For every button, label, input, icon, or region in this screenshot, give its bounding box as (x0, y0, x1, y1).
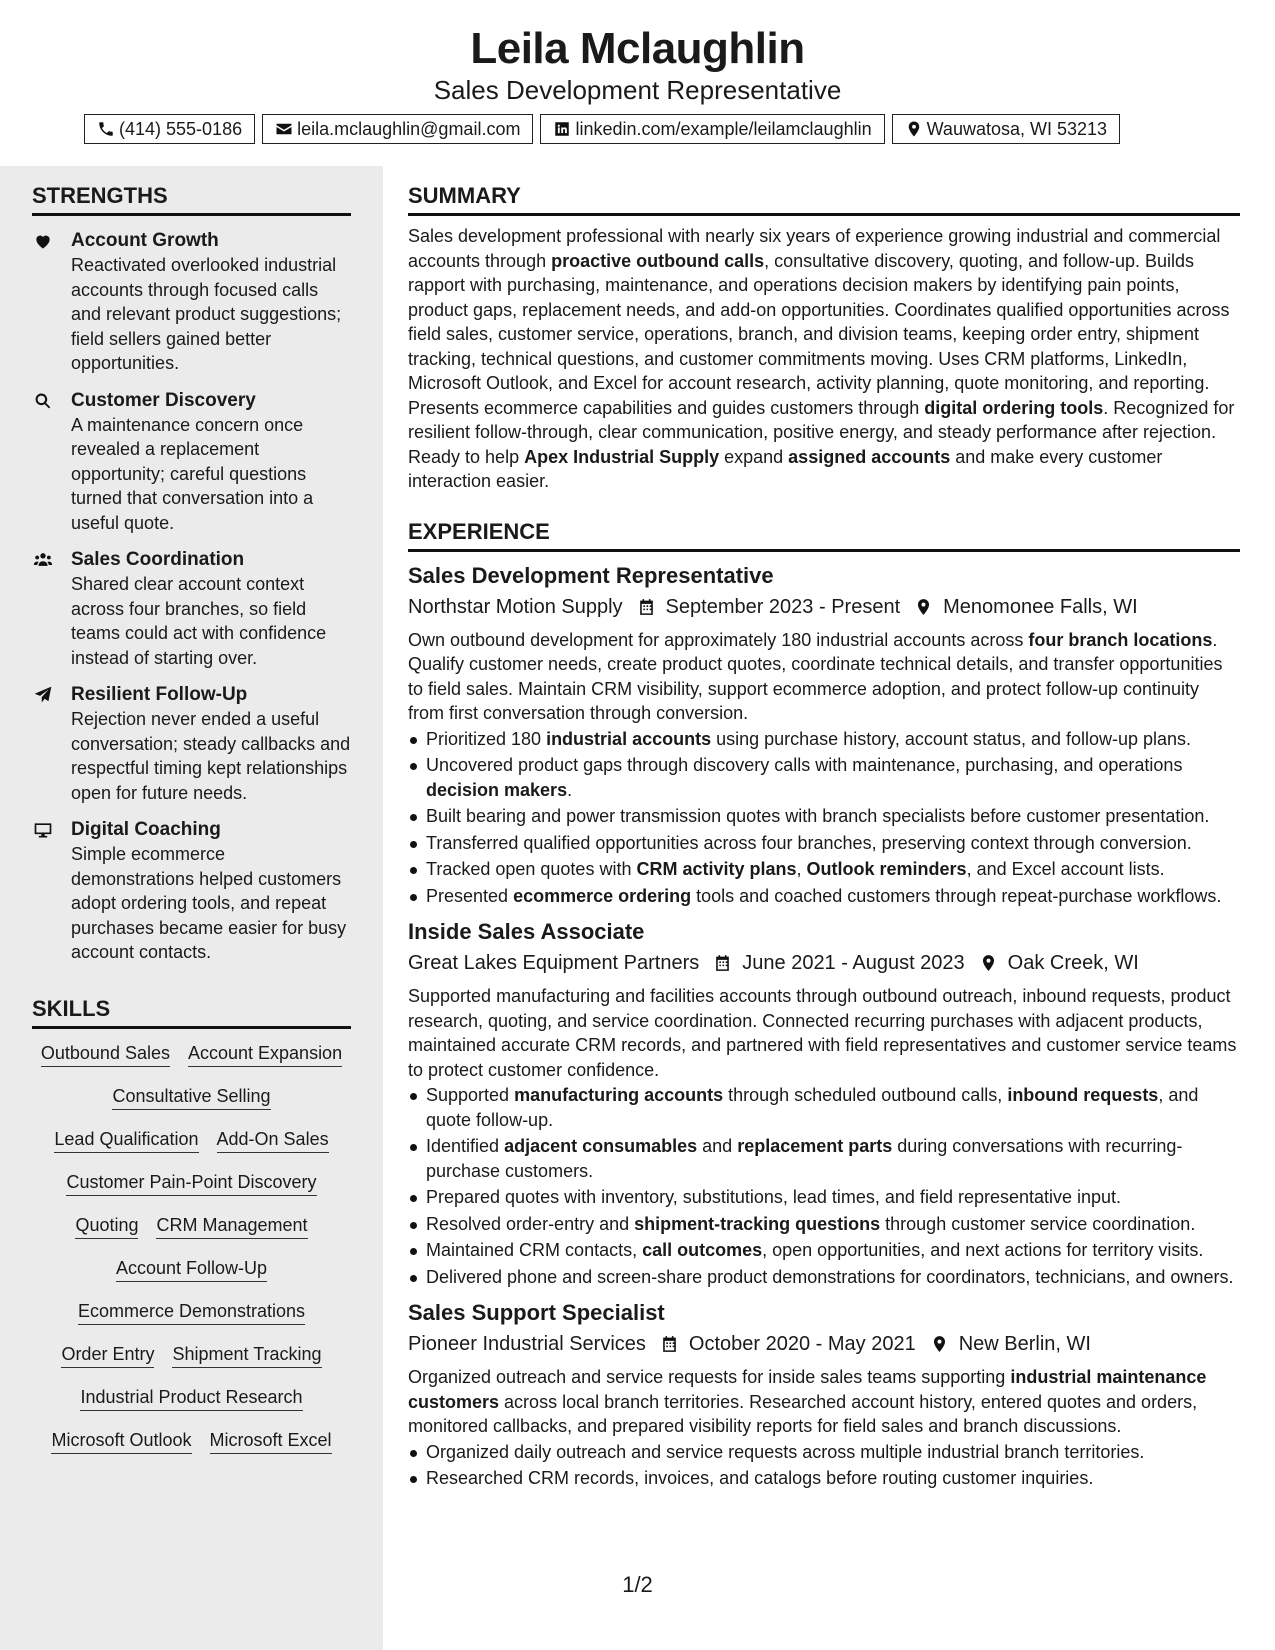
job-dates: June 2021 - August 2023 (742, 952, 965, 974)
job-entry (408, 1298, 1240, 1491)
list-item (408, 884, 1240, 909)
job-meta (408, 592, 1240, 622)
skill-tag: Account Expansion (188, 1041, 342, 1067)
map-pin-icon (930, 1334, 949, 1354)
text-run: through customer service coordination. (880, 1213, 1196, 1234)
list-item (408, 1265, 1240, 1290)
strength-title: Sales Coordination (71, 549, 245, 570)
skill-tag: Ecommerce Demonstrations (78, 1299, 305, 1325)
text-run: during conversations with recurring-purchase customers. (426, 1136, 1183, 1181)
emphasis-text: CRM activity plans (636, 859, 797, 879)
skill-row (32, 1213, 351, 1239)
contact-linkedin[interactable] (540, 114, 884, 144)
emphasis-text: industrial accounts (546, 728, 712, 749)
text-run: expand (719, 446, 789, 467)
emphasis-text: ecommerce ordering (513, 885, 692, 906)
skill-tag: Add-On Sales (217, 1127, 329, 1153)
linkedin-icon (553, 120, 571, 138)
phone-text: (414) 555-0186 (119, 118, 243, 139)
text-run: Built bearing and power transmission quotes with branch specialists before customer presentation. (426, 806, 1210, 826)
text-run: using purchase history, account status, and follow-up plans. (711, 728, 1192, 749)
job-company: Northstar Motion Supply (408, 595, 623, 618)
skill-row (32, 1127, 351, 1153)
paper-plane-icon (32, 685, 54, 705)
emphasis-text: proactive outbound calls (551, 250, 765, 271)
strength-title: Customer Discovery (71, 389, 256, 411)
emphasis-text: digital ordering tools (924, 397, 1104, 418)
job-company: Pioneer Industrial Services (408, 1333, 646, 1355)
job-location: Menomonee Falls, WI (943, 595, 1138, 618)
strength-title: Account Growth (71, 230, 219, 251)
text-run: Tracked open quotes with (426, 859, 637, 879)
skill-tag: Account Follow-Up (116, 1256, 267, 1282)
skill-tag: Outbound Sales (41, 1041, 170, 1067)
strength-title: Resilient Follow-Up (71, 684, 248, 705)
text-run: across local branch territories. Researched account history, entered quotes and orders, monitored callbacks, and prepared visibility reports for field sales and branch discussions. (408, 1391, 1198, 1436)
job-company: Great Lakes Equipment Partners (408, 952, 700, 974)
text-run: Resolved order-entry and (426, 1213, 635, 1234)
text-run: , and quote follow-up. (426, 1085, 1199, 1130)
strength-text: Rejection never ended a useful conversation; steady callbacks and respectful timing kept relationships open for future needs. (71, 709, 351, 803)
job-dates: October 2020 - May 2021 (688, 1333, 916, 1355)
strength-text: Simple ecommerce demonstrations helped customers adopt ordering tools, and repeat purchases became easier for busy account contacts. (71, 844, 347, 962)
calendar-icon (713, 953, 732, 973)
job-title: Inside Sales Associate (408, 919, 645, 944)
experience-list (408, 561, 1240, 1491)
skill-tag: Order Entry (61, 1342, 154, 1368)
job-bullets (408, 727, 1240, 909)
strength-text: A maintenance concern once revealed a replacement opportunity; careful questions turned that conversation into a useful quote. (71, 414, 314, 533)
emphasis-text: Outlook reminders (806, 859, 967, 879)
job-title: Sales Support Specialist (408, 1300, 665, 1325)
strength-text: Reactivated overlooked industrial accounts through focused calls and relevant product suggestions; field sellers gained better opportunities. (71, 255, 342, 373)
page-number-text: 1/2 (622, 1572, 653, 1597)
text-run: and (697, 1136, 738, 1156)
emphasis-text: industrial maintenance customers (408, 1367, 1207, 1412)
candidate-name: Leila Mclaughlin (470, 24, 805, 73)
contact-bar (84, 114, 1120, 144)
text-run: Uncovered product gaps through discovery calls with maintenance, purchasing, and operations (426, 755, 1183, 775)
skill-row (32, 1041, 351, 1067)
list-item (408, 1212, 1240, 1237)
text-run: and make every customer interaction easier. (408, 446, 1163, 491)
text-run: , (796, 859, 807, 879)
skill-tag: Microsoft Outlook (51, 1428, 191, 1454)
skill-row (32, 1428, 351, 1454)
job-meta (408, 948, 1240, 978)
emphasis-text: manufacturing accounts (514, 1085, 724, 1105)
text-run: Organized outreach and service requests for inside sales teams supporting (408, 1367, 1011, 1387)
text-run: , consultative discovery, quoting, and follow-up. Builds rapport with purchasing, maintenance, and operations decision makers by identifying pain points, product gaps, replacement needs, and add-on opportunities. Coordinates qualified opportunities across field sales, customer service, operations, branch, and division teams, keeping order entry, shipment tracking, technical questions, and customer commitments moving. Uses CRM platforms, LinkedIn, Microsoft Outlook, and Excel for account research, activity planning, quote monitoring, and reporting. Presents ecommerce capabilities and guides customers through (408, 250, 1230, 418)
emphasis-text: assigned accounts (788, 446, 951, 467)
strength-item (32, 388, 351, 536)
emphasis-text: Apex Industrial Supply (524, 446, 720, 467)
text-run: tools and coached customers through repeat-purchase workflows. (691, 885, 1222, 906)
users-icon (32, 550, 54, 570)
map-pin-icon (905, 120, 923, 138)
strength-item (32, 817, 351, 965)
email-text: leila.mclaughlin@gmail.com (297, 118, 521, 139)
contact-email[interactable] (262, 114, 533, 144)
skill-row (32, 1170, 351, 1196)
text-run: , open opportunities, and next actions for territory visits. (762, 1240, 1204, 1260)
skill-row (32, 1084, 351, 1110)
job-description (408, 1365, 1240, 1439)
location-text: Wauwatosa, WI 53213 (926, 118, 1108, 139)
emphasis-text: decision makers (426, 779, 568, 800)
job-title: Sales Development Representative (408, 562, 774, 588)
list-item (408, 727, 1240, 752)
skill-tag: Consultative Selling (112, 1084, 270, 1110)
list-item (408, 1083, 1240, 1132)
emphasis-text: inbound requests (1007, 1085, 1159, 1105)
list-item (408, 1185, 1240, 1210)
list-item (408, 753, 1240, 802)
summary-text (408, 224, 1240, 494)
skill-row (32, 1299, 351, 1325)
text-run: Supported (426, 1085, 515, 1105)
skills-heading: SKILLS (32, 979, 351, 1029)
search-icon (32, 391, 54, 411)
resume-header (0, 0, 1275, 166)
text-run: Presented (426, 885, 514, 906)
job-entry (408, 917, 1240, 1289)
emphasis-text: replacement parts (737, 1136, 893, 1156)
emphasis-text: call outcomes (642, 1240, 763, 1260)
job-entry (408, 561, 1240, 909)
monitor-icon (32, 820, 54, 840)
text-run: Organized daily outreach and service requests across multiple industrial branch territories. (426, 1441, 1145, 1462)
linkedin-text: linkedin.com/example/leilamclaughlin (575, 118, 872, 139)
candidate-title: Sales Development Representative (433, 75, 842, 105)
emphasis-text: four branch locations (1028, 629, 1213, 650)
page-number (0, 1572, 1275, 1598)
main-content (408, 166, 1240, 1650)
text-run: Researched CRM records, invoices, and catalogs before routing customer inquiries. (426, 1468, 1094, 1488)
strengths-list (32, 228, 351, 965)
text-run: Own outbound development for approximately 180 industrial accounts across (408, 629, 1029, 650)
list-item (408, 831, 1240, 856)
summary-heading: SUMMARY (408, 166, 1240, 216)
strength-title: Digital Coaching (71, 819, 221, 840)
text-run: . Qualify customer needs, create product quotes, coordinate technical details, and transfer opportunities to field sales. Maintain CRM visibility, support ecommerce adoption, and protect follow-up continuity from first conversation through conversion. (408, 629, 1223, 723)
sidebar (0, 166, 383, 1650)
text-run: Prioritized 180 (426, 728, 547, 749)
skills-list (32, 1029, 351, 1454)
job-description (408, 628, 1240, 726)
strength-item (32, 682, 351, 805)
strength-text: Shared clear account context across four branches, so field teams could act with confidence instead of starting over. (71, 574, 327, 668)
job-dates: September 2023 - Present (665, 595, 901, 618)
skill-row (32, 1256, 351, 1282)
list-item (408, 1238, 1240, 1263)
job-bullets (408, 1440, 1240, 1491)
text-run: Sales development professional with nearly six years of experience growing industrial and commercial accounts through (408, 226, 1221, 271)
skill-row (32, 1342, 351, 1368)
job-bullets (408, 1083, 1240, 1289)
emphasis-text: shipment-tracking questions (634, 1213, 881, 1234)
text-run: Maintained CRM contacts, (426, 1240, 643, 1260)
job-meta (408, 1329, 1240, 1359)
text-run: Delivered phone and screen-share product demonstrations for coordinators, technicians, and owners. (426, 1266, 1234, 1287)
skill-tag: Customer Pain-Point Discovery (66, 1170, 316, 1196)
text-run: Transferred qualified opportunities across four branches, preserving context through conversion. (426, 832, 1192, 853)
job-location: New Berlin, WI (958, 1333, 1091, 1355)
skill-row (32, 1385, 351, 1411)
map-pin-icon (914, 597, 933, 617)
skill-tag: Industrial Product Research (80, 1385, 302, 1411)
contact-location[interactable] (892, 114, 1120, 144)
text-run: . (567, 779, 573, 800)
list-item (408, 857, 1240, 882)
envelope-icon (275, 120, 293, 138)
emphasis-text: adjacent consumables (504, 1136, 698, 1156)
job-location: Oak Creek, WI (1007, 952, 1139, 974)
list-item (408, 1134, 1240, 1183)
text-run: through scheduled outbound calls, (723, 1085, 1008, 1105)
text-run: , and Excel account lists. (966, 859, 1165, 879)
list-item (408, 1440, 1240, 1465)
skill-tag: Lead Qualification (54, 1127, 198, 1153)
text-run: . Recognized for resilient follow-through, clear communication, positive energy, and steady performance after rejection. Ready to help (408, 397, 1235, 467)
experience-heading: EXPERIENCE (408, 502, 1240, 552)
skill-tag: Microsoft Excel (210, 1428, 332, 1454)
job-description (408, 984, 1240, 1082)
contact-phone[interactable] (84, 114, 255, 144)
list-item (408, 1466, 1240, 1491)
strength-item (32, 547, 351, 670)
calendar-icon (637, 597, 656, 617)
text-run: Supported manufacturing and facilities accounts through outbound outreach, inbound requests, product research, quoting, and service coordination. Connected recurring purchases with adjacent products, maintained accurate CRM records, and partnered with field representatives and customer service teams to protect customer confidence. (408, 986, 1237, 1080)
skill-tag: Quoting (75, 1213, 138, 1239)
list-item (408, 804, 1240, 829)
heart-icon (32, 231, 54, 251)
skill-tag: CRM Management (156, 1213, 307, 1239)
strength-item (32, 228, 351, 376)
skill-tag: Shipment Tracking (172, 1342, 321, 1368)
strengths-heading: STRENGTHS (32, 166, 351, 216)
text-run: Prepared quotes with inventory, substitutions, lead times, and field representative input. (426, 1187, 1122, 1207)
phone-icon (97, 120, 115, 138)
calendar-icon (660, 1334, 679, 1354)
text-run: Identified (426, 1136, 505, 1156)
map-pin-icon (979, 953, 998, 973)
